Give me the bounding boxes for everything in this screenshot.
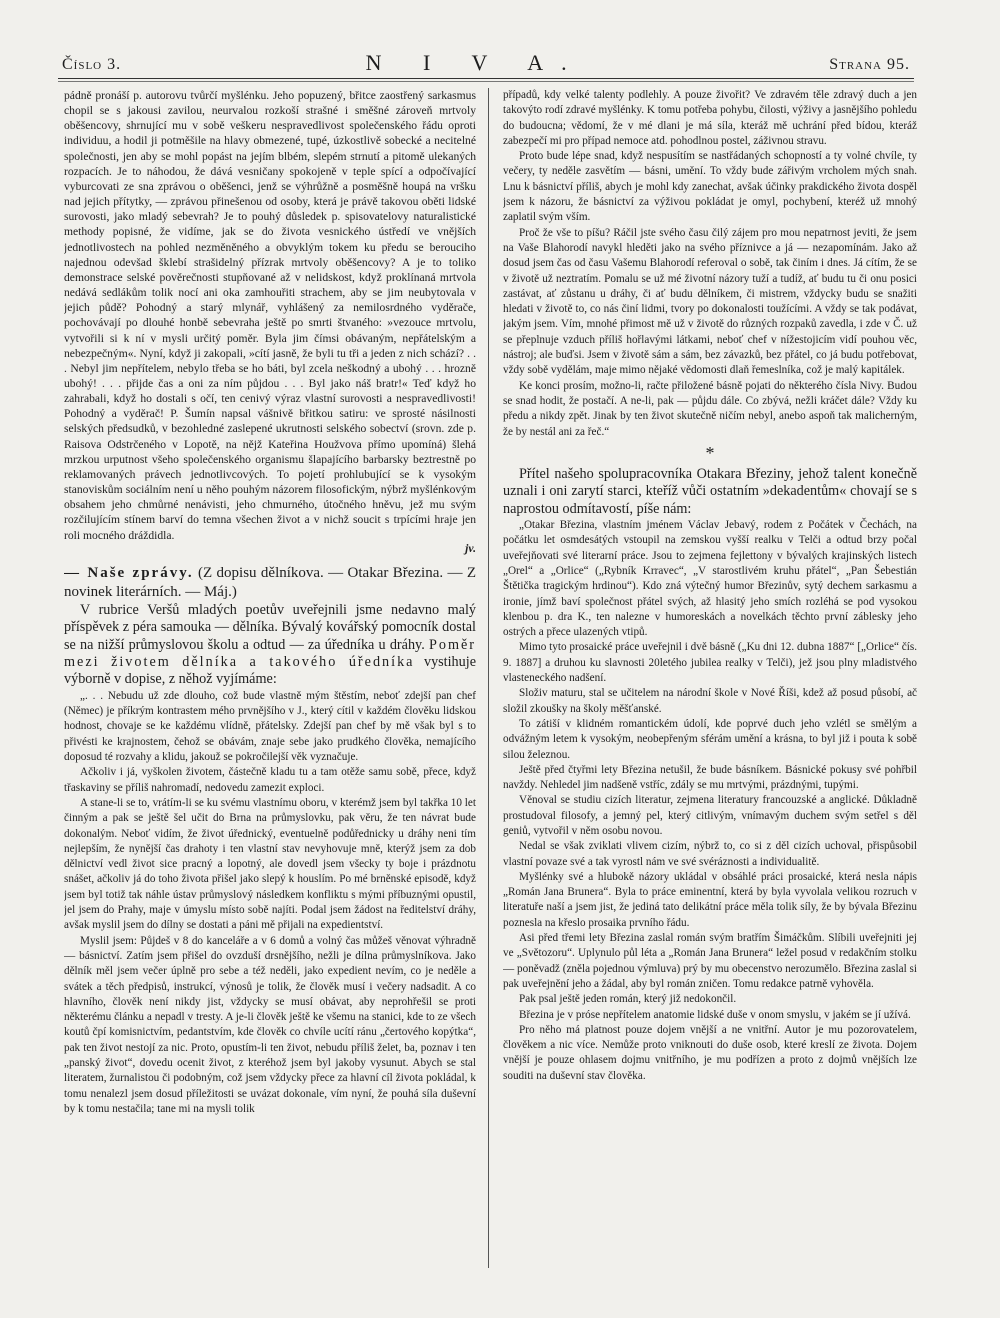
lead-paragraph: Přítel našeho spolupracovníka Otakara Březiny, jehož talent konečně uznali i oni zarytí starci, kteříž vůči ostatním »dekadentům« chovají se s naprostou odmítavostí, píše nám: [503, 465, 917, 517]
header-rule [58, 78, 914, 79]
header-rule-thin [58, 81, 914, 82]
article-paragraph: Pak psal ještě jeden román, který již nedokončil. [519, 993, 737, 1006]
letter-paragraph: „. . . Nebudu už zde dlouho, což bude vlastně mým štěstím, neboť zdejší pan chef (Němec) je příkrým kontrastem mého prvnějšího v J., který cítil v každém člověku lidskou hodnost, chovaje se ke každému vlídně, přátelsky. Zdejší pan chef by mě však byl s to přivésti ke krajnostem, čehož se obávám, znaje sebe jako prudkého člověka, nemajícího doposud té rozvahy a klidu, jakouž se pokročilejší věk vyznačuje. [64, 689, 476, 764]
article-paragraph: Myšlénky své a hlubokě názory ukládal v obsáhlé práci prosaické, která nesla nápis „Román Jana Brunera“. Byla to práce eminentní, která by byla vyvolala velikou rozruch v literatuře naší a jsem jist, že jediná tato delikátní práce měla tolik síly, že by bývala Březinu poznesla na křeslo prosaika prvního řádu. [503, 870, 917, 929]
article-paragraph: Březina je v próse nepřítelem anatomie lidské duše v onom smyslu, v jakém se jí užívá. [519, 1008, 911, 1021]
letter-paragraph: Ke konci prosím, možno-li, račte přiložené básně pojati do některého čísla Nivy. Budou se snad hodit, že postačí. A ne-li, pak — půjdu dále. Co zbývá, nežli kráčet dále? Vždy ku předu a nikdy zpět. Jinak by ten život skutečně ničím nebyl, anebo aspoň tak malicherným, že by nestál ani za řeč.“ [503, 379, 917, 438]
author-signature: jv. [465, 541, 476, 555]
lead-paragraph [64, 602, 476, 689]
letter-paragraph: Myslil jsem: Půjdeš v 8 do kanceláře a v 6 domů a volný čas můžeš věnovat výhradně — básnictví. Zatím jsem přišel do ovzduší drsnějšího, nežli je dílna průmyslníkova. Jako dělník měl jsem večer úplně pro sebe a též neděli, jako expedient nevím, co je neděle a svátek a těch předpisů, instrukcí, výnosů je tolik, že člověk musí i večery nadsadit. A co hlavního, člověk není nikdy jist, vždycky se musí obávat, aby neprohřešil se proti některému článku a nepadl v tresty. A je-li člověk ještě ke všemu na stanici, kde to ze všech koutů čpí komisnictvím, pedantstvím, kde člověk co chvíle ucítí ránu „čertového kopýtka“, pak ten život nestojí za nic. Proto, opustím-li ten život, nebudu příliš želet, ba, poznav i ten „panský život“, dovedu ocenit život, z kteréhož jsem byl jakoby vysunut. Abych se stal literatem, žurnalistou či podobným, což jsem vždycky přece za hlavní cíl života pokládal, k tomu nenalezl jsem dosud příležitosti se uvázat dokonale, vím nyní, že pouhá síla duševní by k tomu nestačila; tane mi na mysli tolik [64, 934, 476, 1115]
article-paragraph: Věnoval se studiu cizích literatur, zejmena literatury francouzské a anglické. Důkladně prostudoval filosofy, a jemný pel, který citlivým, vnímavým duchem svým setřel s děl geniů, vytvořil v něm osobu novou. [503, 794, 917, 837]
lead-text-end: vystihuje výborně v dopise, z něhož vyjímáme: [64, 654, 476, 688]
article-paragraph: Složiv maturu, stal se učitelem na národní škole v Nové Říši, kdež až posud působí, ač složil zkoušky na školy měšťanské. [503, 687, 917, 715]
section-separator: * [705, 442, 715, 463]
lead-spaced-text: Poměr mezi životem dělníka a takového úředníka [64, 636, 476, 671]
article-paragraph: Asi před třemi lety Březina zaslal román svým bratřím Šimáčkům. Slíbili uveřejniti jej ve „Světozoru“. Uplynulo půl léta a „Román Jana Brunera“ ležel posud v redakčním stolku — poněvadž (zněla pojednou výmluva) prý by mu obecenstvo nerozumělo. Březina zaslal si pak uveřejnění jeho a žádal, aby byl román zničen. Tomu redakce patrně vyhověla. [503, 932, 917, 990]
issue-number: Číslo 3. [62, 56, 122, 73]
section-keyword: — Naše zprávy. [64, 564, 194, 581]
section-heading [64, 564, 476, 602]
right-column [503, 88, 917, 1158]
section-topics: (Z dopisu dělníkova. — Otakar Březina. — Z novinek literárních. — Máj.) [64, 564, 476, 600]
lead-text: V rubrice Veršů mladých poetův uveřejnili jsme nedavno malý příspěvek z péra samouka — dělníka. Bývalý kovářský pomocník dostal se na nižší průmyslovou školu a odtud — za úředníka u dráhy. [64, 601, 476, 653]
letter-paragraph: Ačkoliv i já, vyškolen životem, částečně kladu tu a tam otěže samu sobě, přece, když třaskaviny se příliš nahromadí, nedovedu zamezit exploci. [64, 766, 476, 794]
article-paragraph: Pro něho má platnost pouze dojem vnější a ne vnitřní. Autor je mu pozorovatelem, člověkem a nic více. Nemůže proto vniknouti do duše osob, které kreslí ze života. Dojem vnější je pouze ohlasem dojmu vnitřního, je mu podřízen a proto z dojmů vnějších lze souditi na duševní stav člověka. [503, 1023, 917, 1082]
article-paragraph: Mimo tyto prosaické práce uveřejnil i dvě básně („Ku dni 12. dubna 1887“ [„Orlice“ čís. 9. 1887] a druhou ku slavnosti 20letého jubilea realky v Telči), jež jsou plny mladistvého vlasteneckého nadšení. [503, 641, 917, 685]
letter-paragraph: Proto bude lépe snad, když nespusítím se nastřádaných schopností a ty volné chvíle, ty večery, ty neděle zasvětím — básni, umění. To vždy bude zářivým vrcholem mých snah. Lnu k básnictví příliš, abych je mohl kdy zanechat, avšak účinky prakdického života dospěl jsem k názoru, že básnictví za výživou pokládat je omyl, pochybení, kteréž už mnohý zaplatil svým vším. [503, 150, 917, 224]
article-paragraph: „Otakar Březina, vlastním jménem Václav Jebavý, rodem z Počátek v Čechách, na počátku let osmdesátých vstoupil na zemskou vyšší realku v Telči a odtud brzy počal uveřejňovati své literarní práce. Jsou to zejmena fejlettony v bývalých krajinských listech „Orel“ a „Orlice“ („Rybník Krravec“, „V starostlivém kruhu přátel“, „Pan Šebestián Štětička tragickým hrdinou“). Kdo zná výtečný humor Březinův, sytý dechem sarkasmu a ironie, jímž baví společnost přátel svých, až hlasitý jeho smích rozléhá se pod vysokou klenbou p. dra K., ten nalezne v humoreskách a novelkách těchto první záblesky jeho ostrých a přece ulazených vtipů. [503, 519, 917, 639]
page-header [62, 44, 910, 78]
article-paragraph: To zátiší v klidném romantickém údolí, kde poprvé duch jeho vzlétl se smělým a odvážným letem k vysokým, neobepřeným sférám umění a krásna, to byl již i pouta k sobě silou železnou. [503, 717, 917, 761]
review-paragraph: pádně pronáší p. autorovu tvůrčí myšlénku. Jeho popuzený, břitce zaostřený sarkasmus chopil se s jakousi zavilou, neurvalou rozkoší strašné i směšné zároveň mrtvoly oběšencovy, shrnující mu v sobě veškeru nespravedlivost společenského řádu oproti individuu, a hodil ji potměšile na hlavy obmezené, tupé, úzkostlivě sobecké a necitelné společnosti, jen aby se mohl popást na jejím blbém, slepém strnutí a pitomě ulekaných rozpacích. Je to náhodou, že dává vesničany spokojeně v teple spící a odpočívající vyburcovati ze sna zprávou o oběšenci, jenž se výhrůžně a posměšně houpá na vršku nad jejich přítytky, — zprávou přinešenou od osoby, která je právě takovou oběti lidské surovosti, jako mladý sebevrah? Je to pouhý důsledek p. spisovatelovy naturalistické methody popisné, že vidíme, jak se do života vesnického ústředí ve vnějších jednotlivostech na pohled nezměněného a obvyklým tokem ku předu se berouciho najednou odevšad šklebí strašidelný přízrak mrtvoly oběšencovy? A je to toliko demonstrace selské pověrečnosti stupňované až v nelidskost, když proklínaná mrtvola nedává sedlákům tolik nocí ani oka zamhouřiti strachem, aby se jim neubytovala v jejich půdě? Pohodný a starý mlynář, vyhlášený za nemilosrdného vyděrače, pochovávají po dlouhé honbě sebevraha ještě po smrti štvaného: »vezouce mrtvolu, vytvořili si k ní v mysli určitý poměr. Byla jim čímsi obávaným, nepřátelským a nebezpečným«. Nyní, když ji zakopali, »cítí jasně, že byli tu tři a jeden z nich schází? . . . Nebyl jim nepřítelem, nebylo třeba se ho báti, byl zcela neškodný a ubohý . . . hrozně ubohý! . . . přijde čas a oni za ním půjdou . . . Byl jako náš bratr!« Teď když ho zahrabali, když ho dostali s očí, ten cenivý výraz vlastní surovosti a nespravedlivosti! Pohodný a vyděrač! P. Šumín napsal vášnivě břitkou satiru: ve sprosté násilnosti selských předsudků, v bezohledné zaslepené ukrutnosti selského sobectví (srovn. zde p. Raisova Odstrčeného v Lopotě, na nějž Kateřina Houžvova přímo upomíná) šlehá mrzkou urputnost všeho společenského organismu šlapajícího barbarsky beztrestně po reklamovaných právech jednotlivcových. To pojetí prohlubující se k vysokým stanoviskům sociálním není u něho pouhým názorem filosofickým, nýbrž myšlénkovým obsahem jeho chmůrné nenávisti, jeho chmurného, útočného hněvu, jež mu svým rozčilujícím stínem barví do temna všechen život a v nichž soucit s trpícími hraje jen roli mocného dráždidla. [64, 89, 476, 542]
letter-paragraph: A stane-li se to, vrátím-li se ku svému vlastnímu oboru, v kterémž jsem byl takřka 10 let činným a pak se ještě šel učit do Brna na průmyslovku, pak věru, že ten návrat bude dokonalým. Neboť vidím, že život úřednický, eventuelně podůřednicky u dráhy neni tím nejlepším, že nynější čas drahoty i ten vlastní stav nevyhovuje mně, kterýž jsem za dob dělnictví vedl život sice pracný a lopotný, ale dovedl jsem všecky ty boje i prázdnotu snášet, ačkoliv já do toho života přišel jako slepý k houslím. Po mé brněnské episodě, když jsem byl totiž tak náhle ústav průmyslový následkem konfliktu s mými příbuznými opustil, jel jsem do Prahy, maje v úmyslu místo sobě najíti. Podal jsem žádost na ředitelství dráhy, avšak myslil jsem do dílny se dostati a páni mě přijali na expedientství. [64, 796, 476, 932]
article-paragraph: Ještě před čtyřmi lety Březina netušil, že bude básníkem. Básnické pokusy své pohřbil navždy. Nehledel jim nadšeně vstříc, zdály se mu mrtvými, prázdnými, tupými. [503, 763, 917, 792]
letter-paragraph: Proč že vše to píšu? Ráčil jste svého času čilý zájem pro mou nepatrnost jeviti, že jsem na Vaše Blahorodí navykl hleděti jako na svého příznivce a já — nezapomínám. Jako až dosud jsem čas od času Vašemu Blahorodí referoval o sobě, tak činím i dnes. Já cítím, že se v životě už neztratím. Pomalu se už mé životní názory tuží a tudíž, ať budu tu či onu posici zastávat, ať zůstanu u dráhy, či ať budu dělníkem, či mistrem, vždycky budu se snažiti hledati v životě to, co nás činí lidmi, tvory po dokonalosti toužícími. A vždy se tak podávat, jakým jsem. Vím, mnohé přimost mě už v životě do různých rozpaků zavedla, i zde v Č. už se přeplnuje vzduch příliš hořlavými látkami, neboť chef v nížestojicím vidí pouhou věc, nástroj; ale buďsi. Jsem v životě sám a sám, bez závazků, bez přátel, co já budu potřebovat, vždy sobě vydělám, maje mimo nějaké vědomosti dlaň řemeslníka, což je malý kapitálek. [503, 226, 917, 377]
masthead-title: N I V A. [365, 50, 585, 75]
column-divider [488, 88, 489, 1268]
letter-paragraph: případů, kdy velké talenty podlehly. A pouze živořit? Ve zdravém těle zdravý duch a jen takovýto rodí zdravé myšlénky. K tomu potřeba pohybu, čilosti, výživy a jasnějšího pohledu do budoucna; vědomí, že v mé dlani je má síla, kteráž mě uchrání před bídou, kteráž zabezpečí mi pro případ nemoce atd. pohodlnou postel, záživnou stravu. [503, 89, 917, 147]
article-paragraph: Nedal se však zviklati vlivem cizím, nýbrž to, co si z děl cizích uchoval, přispůsobil vlastní povaze své a tak vyrostl nám ve své svéráznosti a individualitě. [503, 840, 917, 868]
left-column [64, 88, 476, 1270]
page-number: Strana 95. [829, 56, 910, 73]
